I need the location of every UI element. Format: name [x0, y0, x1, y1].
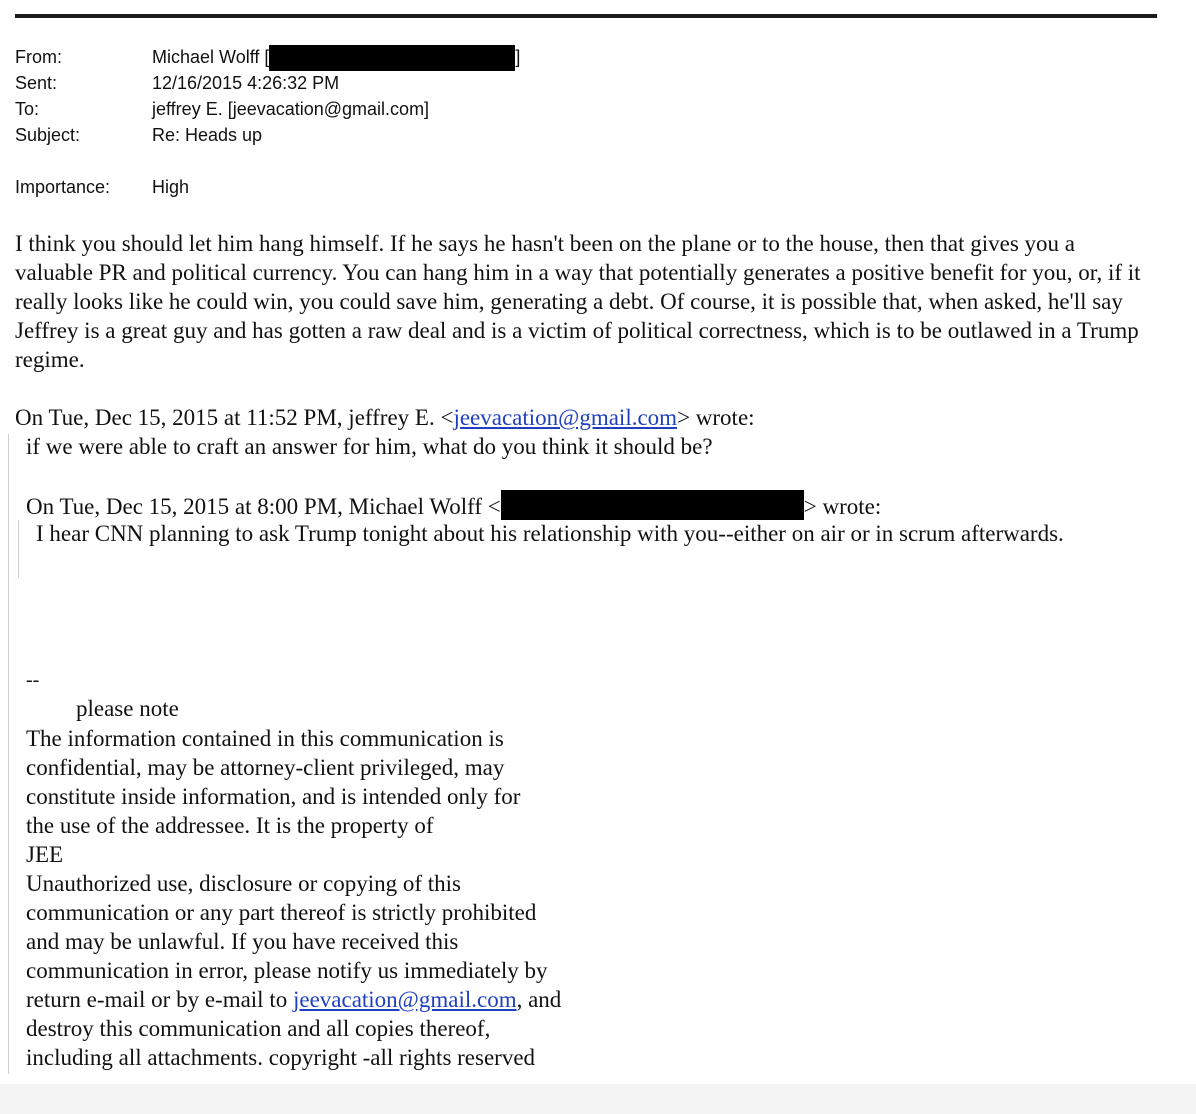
subject-row [15, 122, 520, 148]
to-row [15, 96, 520, 122]
quote2-header [26, 490, 881, 521]
redaction-box [269, 45, 515, 71]
redaction-box [501, 490, 804, 520]
subject-value: Re: Heads up [152, 125, 263, 145]
header-rule [15, 14, 1157, 18]
signature-separator: -- [26, 669, 40, 691]
quote1-header [15, 403, 755, 432]
importance-label: Importance: [15, 177, 111, 197]
message-body: I think you should let him hang himself. If he says he hasn't been on the plane or to the house, then that gives you a valuable PR and political currency. You can hang him in a way that potentially generates a positive benefit for you, or, if it really looks like he could win, you could save him, generating a debt. Of course, it is possible that, when asked, he'll say Jeffrey is a great guy and has gotten a raw deal and is a victim of political correctness, which is to be outlawed in a Trump regime. [15, 231, 1141, 372]
disclaimer-line-with-email [26, 985, 646, 1014]
disclaimer-line: The information contained in this communication is [26, 726, 504, 751]
disclaimer-line: communication or any part thereof is strictly prohibited [26, 900, 537, 925]
disclaimer-line: and may be unlawful. If you have received this [26, 929, 459, 954]
from-name: Michael Wolff [ [152, 47, 270, 67]
sent-value: 12/16/2015 4:26:32 PM [152, 73, 340, 93]
signature-note: please note [76, 696, 179, 721]
disclaimer-line: constitute inside information, and is intended only for [26, 784, 521, 809]
subject-label: Subject: [15, 125, 81, 145]
disclaimer-line: destroy this communication and all copies thereof, [26, 1016, 491, 1041]
importance-value: High [152, 177, 190, 197]
sent-row [15, 70, 520, 96]
quote1-header-prefix: On Tue, Dec 15, 2015 at 11:52 PM, jeffrey E. < [15, 405, 454, 430]
from-bracket: ] [515, 47, 521, 67]
disclaimer-email-suffix: , and [516, 987, 562, 1012]
email-header [15, 44, 520, 200]
quote2-header-suffix: > wrote: [803, 494, 882, 519]
disclaimer-line: confidential, may be attorney-client privileged, may [26, 755, 505, 780]
disclaimer-email-link[interactable]: jeevacation@gmail.com [292, 987, 517, 1012]
quote-bar [18, 520, 19, 578]
quote1-header-suffix: > wrote: [677, 405, 755, 430]
quote1-body: if we were able to craft an answer for him, what do you think it should be? [26, 434, 713, 459]
to-label: To: [15, 99, 40, 119]
quote1-email-link[interactable]: jeevacation@gmail.com [453, 405, 678, 430]
disclaimer-line: the use of the addressee. It is the property of [26, 813, 434, 838]
from-row [15, 44, 520, 70]
disclaimer-line: Unauthorized use, disclosure or copying of this [26, 871, 461, 896]
to-value: jeffrey E. [jeevacation@gmail.com] [152, 99, 430, 119]
sent-label: Sent: [15, 73, 58, 93]
signature-disclaimer [26, 724, 646, 1072]
disclaimer-line: JEE [26, 842, 64, 867]
from-label: From: [15, 47, 62, 67]
disclaimer-line: communication in error, please notify us immediately by [26, 958, 548, 983]
quote2-header-prefix: On Tue, Dec 15, 2015 at 8:00 PM, Michael Wolff < [26, 494, 501, 519]
disclaimer-line: including all attachments. copyright -all rights reserved [26, 1045, 536, 1070]
disclaimer-email-prefix: return e-mail or by e-mail to [26, 987, 293, 1012]
page-bottom-band [0, 1084, 1196, 1114]
importance-row [15, 174, 520, 200]
quote-bar [8, 434, 9, 1074]
from-value [152, 44, 520, 71]
quote2-body: I hear CNN planning to ask Trump tonight about his relationship with you--either on air or in scrum afterwards. [36, 521, 1064, 546]
